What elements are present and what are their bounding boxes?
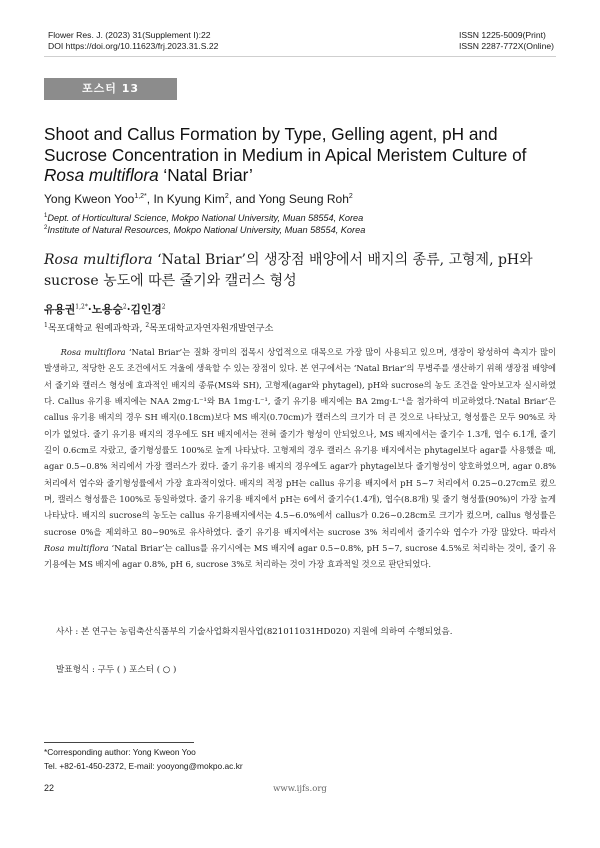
korean-title-species: Rosa multiflora	[44, 252, 153, 268]
english-title-cultivar: ‘Natal Briar’	[158, 165, 253, 185]
korean-author-list	[44, 302, 166, 317]
header-divider	[44, 56, 556, 57]
korean-title-text: ‘Natal Briar’의 생장점 배양에서 배지의 종류, 고형제, pH와 sucrose 농도에 따른 줄기와 캘러스 형성	[44, 252, 533, 289]
affiliation-superscript: 1	[44, 321, 48, 329]
contact-info: Tel. +82-61-450-2372, E-mail: yooyong@mokpo.ac.kr	[44, 761, 243, 771]
page-number: 22	[44, 783, 55, 793]
affiliation-superscript: 2	[145, 321, 150, 329]
author-superscript: 1,2*	[134, 193, 147, 200]
author-superscript: 1,2*	[75, 303, 88, 311]
journal-citation: Flower Res. J. (2023) 31(Supplement Ⅰ):22	[48, 30, 211, 40]
acknowledgement: 사사 : 본 연구는 농림축산식품부의 기술사업화지원사업(821011031HD020) 지원에 의하여 수행되었음.	[56, 627, 453, 637]
poster-banner: 포스터 13	[44, 78, 177, 100]
journal-header-right	[459, 30, 554, 52]
korean-affiliation	[44, 320, 273, 334]
abstract-species: Rosa multiflora	[60, 347, 126, 357]
journal-header-left	[48, 30, 218, 52]
abstract-text: ‘Natal Briar’는 질화 장미의 접목시 상업적으로 대목으로 가장 많이 사용되고 있으며, 생장이 왕성하여 측지가 많이 발생하고, 적당한 온도 조건에서도 겨울에 생육할 수 있는 장점이 있다. 본 연구에서는 ‘Natal Briar’의 무병주를 생산하기 위해 생장점 배양에서 줄기와 캘러스 형성에 효과적인 배지의 종류(MS와 SH), 고형제(agar와 phytagel), pH와 sucrose의 농도 조건을 알아보고자 실시하였다. Callus 유기용 배지에는 NAA 2mg·L⁻¹와 BA 1mg·L⁻¹, 줄기 유기용 배지에는 BA 2mg·L⁻¹을 첨가하여 비교하였다.‘Natal Briar’은 callus 유기용 배지의 경우 SH 배지(0.18cm)보다 MS 배지(0.70cm)가 캘러스의 크기가 더 큰 것으로 나타났고, 형성률은 모두 90%로 차이가 없었다. 줄기 유기용 배지의 경우에도 SH 배지에서는 전혀 줄기가 형성이 안되었으나, MS 배지에서는 줄기수 1.3개, 엽수 6.1개, 줄기 길이 0.6cm로 자랐고, 줄기형성률도 100%로 높게 나타났다. 고형제의 경우 캘러스 유기용 배지에서는 phytagel보다 agar를 사용했을 때, agar 0.5~0.8% 처리에서 가장 캘러스가 컸다. 줄기 유기용 배지의 경우에도 agar가 phytagel보다 줄기형성이 양호하였으며, agar 0.8% 처리에서 엽수와 줄기형성률에서 가장 효과적이었다. 배지의 적정 pH는 callus 유기용 배지에서 pH 5~7 처리에서 0.25~0.27cm로 컸으며, 캘러스 형성률은 100%로 동일하였다. 줄기 유기용 배지에서 pH는 6에서 줄기수(1.4개), 엽수(8.8개) 및 줄기 형성률(90%)이 가장 높게 나타났다. 배지의 sucrose의 농도는 callus 유기용배지에서는 4.5~6.0%에서 callus가 0.26~0.28cm로 크기가 컸으며, callus 형성률은 sucrose 0%을 제외하고 80~90%로 유사하였다. 줄기 유기용 배지에서는 sucrose 3% 처리에서 줄기수와 엽수가 가장 많았다. 따라서	[44, 347, 556, 537]
english-title	[44, 124, 564, 186]
author-list	[44, 192, 353, 206]
journal-website: www.ijfs.org	[273, 784, 327, 794]
affiliation-superscript: 2	[44, 225, 48, 231]
footnote-divider	[44, 742, 194, 743]
issn-online: ISSN 2287-772X(Online)	[458, 41, 554, 51]
affiliation-text: Institute of Natural Resources, Mokpo National University, Muan 58554, Korea	[47, 225, 366, 236]
author-name: Yong Kweon Yoo	[44, 192, 135, 206]
author-superscript: 2	[224, 193, 229, 200]
abstract-text: ‘Natal Briar’는 callus를 유기시에는 MS 배지에 agar 0.5~0.8%, pH 5~7, sucrose 4.5%로 처리하는 것이, 줄기 유기용에는 MS 배지에 agar 0.8%, pH 6, sucrose 3%로 처리하는 것이 가장 효과적일 것으로 판단되었다.	[44, 543, 556, 570]
affiliation-text: 목포대학교 원예과학과,	[47, 323, 146, 334]
affiliation-text: 목포대학교자연자원개발연구소	[149, 323, 274, 334]
author-name: , In Kyung Kim	[146, 192, 225, 206]
korean-author-name: ·노용승	[87, 303, 123, 316]
issn-print: ISSN 1225-5009(Print)	[458, 30, 546, 40]
author-name: , and Yong Seung Roh	[228, 192, 349, 206]
english-title-species: Rosa multiflora	[44, 165, 159, 185]
author-superscript: 2	[348, 193, 353, 200]
english-title-main: Shoot and Callus Formation by Type, Gelling agent, pH and Sucrose Concentration in Medium in Apical Meristem Culture of	[44, 124, 527, 165]
affiliation-2	[44, 222, 365, 236]
corresponding-author: *Corresponding author: Yong Kweon Yoo	[44, 747, 196, 757]
author-superscript: 2	[122, 303, 127, 311]
presentation-format: 발표형식 : 구두 ( ) 포스터 ( ○ )	[56, 665, 177, 675]
korean-title	[44, 250, 564, 292]
doi: DOI https://doi.org/10.11623/frj.2023.31.S.22	[48, 41, 219, 51]
korean-author-name: 유용권	[44, 303, 76, 316]
affiliation-superscript: 1	[44, 213, 48, 219]
author-superscript: 2	[161, 303, 166, 311]
korean-author-name: ·김인경	[126, 303, 162, 316]
abstract-species: Rosa multiflora	[44, 543, 109, 554]
abstract-body	[44, 344, 556, 573]
affiliation-text: Dept. of Horticultural Science, Mokpo National University, Muan 58554, Korea	[47, 213, 364, 224]
